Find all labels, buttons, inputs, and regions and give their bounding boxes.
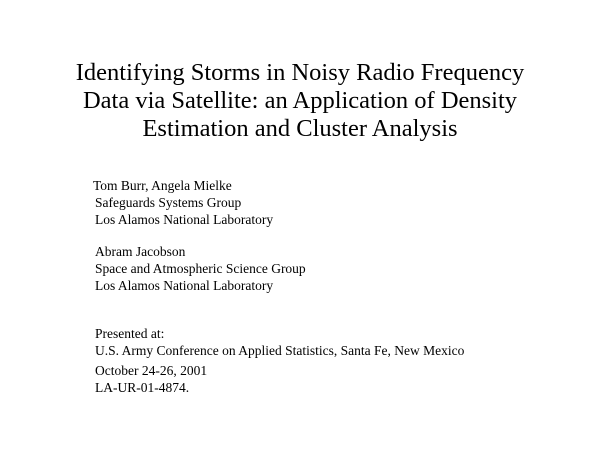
title-line-1: Identifying Storms in Noisy Radio Frequency <box>75 59 525 86</box>
author-names: Abram Jacobson <box>95 244 186 259</box>
presented-label: Presented at: <box>95 326 165 341</box>
author-names: Tom Burr, Angela Mielke <box>93 178 232 193</box>
author-group: Safeguards Systems Group <box>95 195 242 210</box>
author-group: Space and Atmospheric Science Group <box>95 261 306 276</box>
title-line-3: Estimation and Cluster Analysis <box>142 115 458 142</box>
title-line-2: Data via Satellite: an Application of Density <box>82 87 518 114</box>
conference-name: U.S. Army Conference on Applied Statistics, Santa Fe, New Mexico <box>95 343 465 358</box>
slide-title <box>40 59 560 143</box>
conference-dates: October 24-26, 2001 <box>95 363 208 378</box>
author-institution: Los Alamos National Laboratory <box>95 212 274 227</box>
presentation-block <box>95 325 464 396</box>
author-institution: Los Alamos National Laboratory <box>95 278 274 293</box>
report-number: LA-UR-01-4874. <box>95 380 190 395</box>
author-block-1 <box>93 177 273 228</box>
author-block-2 <box>95 243 306 294</box>
